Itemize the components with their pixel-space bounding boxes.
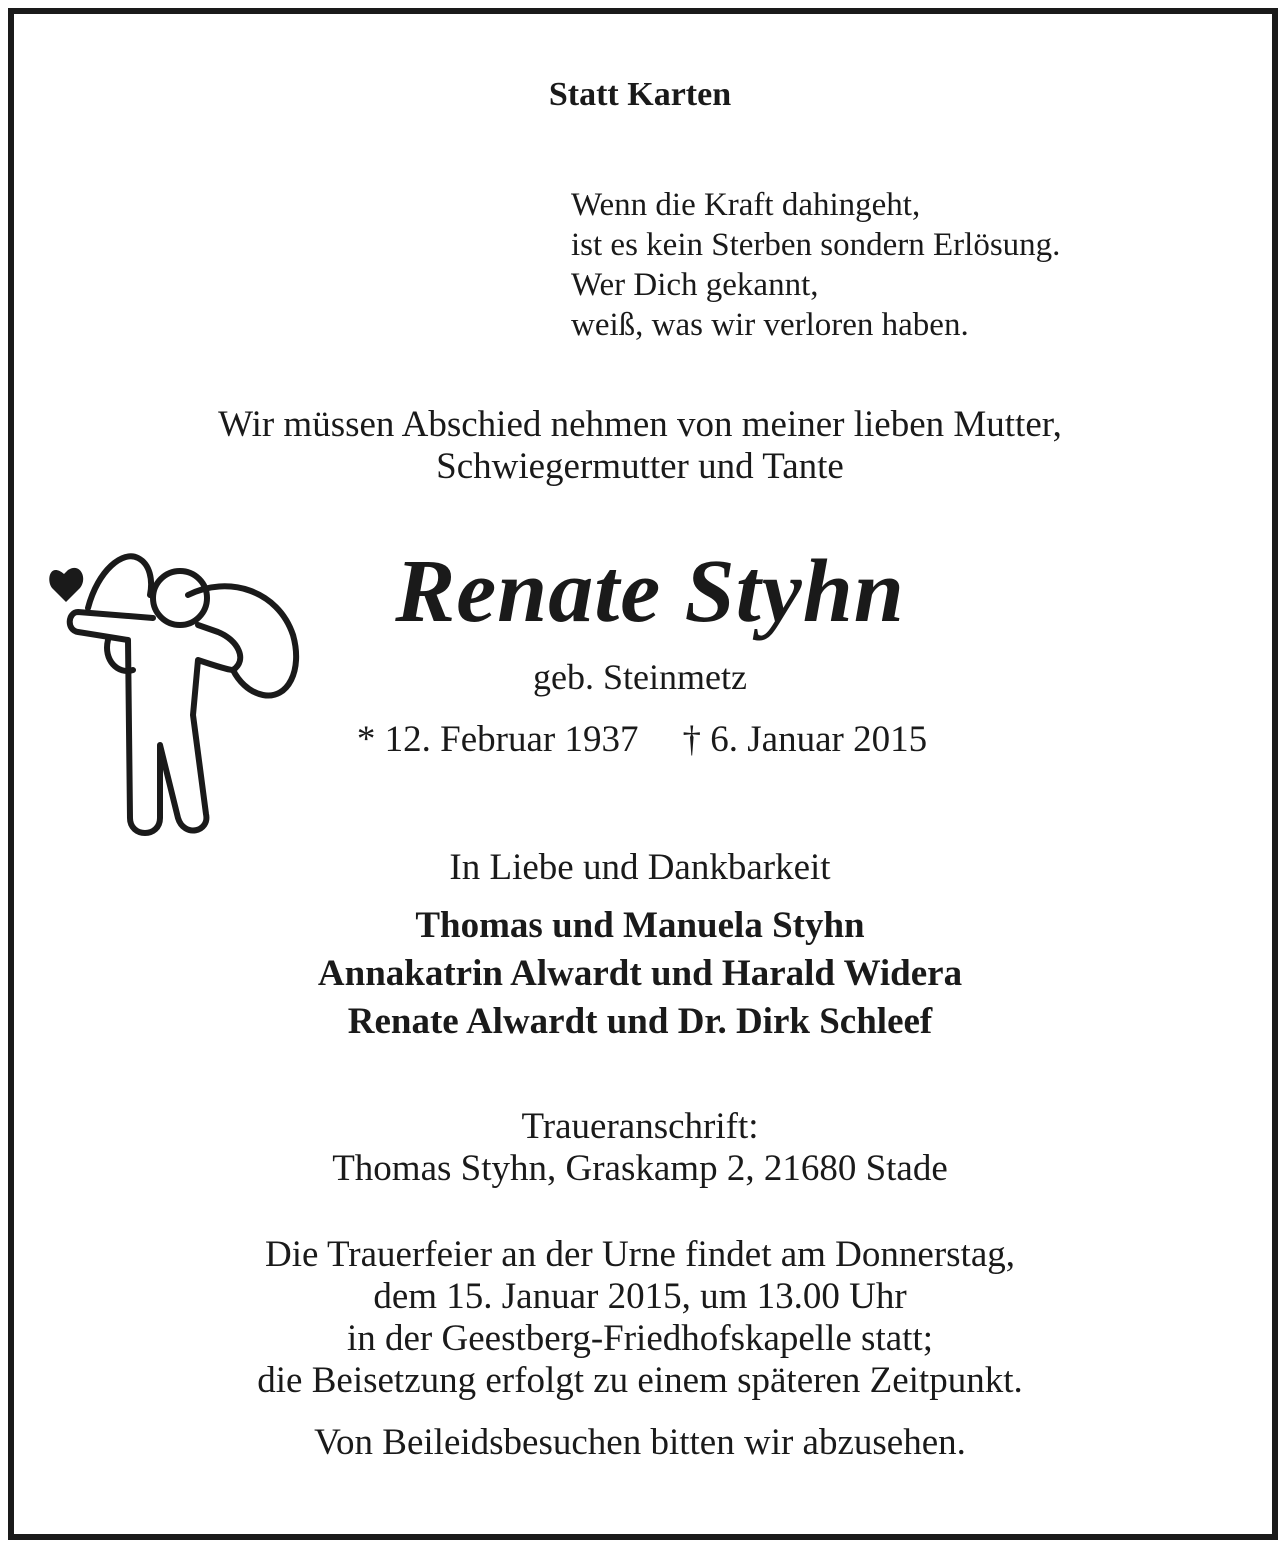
- service-line: in der Geestberg-Friedhofskapelle statt;: [346, 1318, 933, 1359]
- service-line: die Beisetzung erfolgt zu einem späteren Zeitpunkt.: [257, 1360, 1023, 1401]
- family-member: Thomas und Manuela Styhn: [415, 905, 865, 946]
- address-label: Traueranschrift:: [521, 1106, 759, 1147]
- closing-note: Von Beileidsbesuchen bitten wir abzusehen.: [314, 1422, 966, 1463]
- mourning-address: [0, 1106, 1280, 1190]
- maiden-name: geb. Steinmetz: [533, 657, 747, 697]
- family-list: [0, 902, 1280, 1046]
- service-line: dem 15. Januar 2015, um 13.00 Uhr: [373, 1276, 907, 1317]
- poem-line: weiß, was wir verloren haben.: [571, 307, 969, 343]
- family-member: Renate Alwardt und Dr. Dirk Schleef: [347, 1001, 933, 1042]
- poem-line: Wenn die Kraft dahingeht,: [571, 187, 921, 223]
- poem-line: Wer Dich gekannt,: [571, 267, 819, 303]
- dedication: In Liebe und Dankbarkeit: [449, 847, 831, 888]
- intro-line: Schwiegermutter und Tante: [436, 446, 844, 487]
- death-date: † 6. Januar 2015: [682, 719, 928, 760]
- service-info: [0, 1234, 1280, 1402]
- intro-line: Wir müssen Abschied nehmen von meiner lieben Mutter,: [218, 404, 1062, 445]
- life-dates: [2, 718, 1280, 761]
- deceased-name: Renate Styhn: [395, 542, 905, 641]
- poem: [571, 185, 1060, 345]
- family-member: Annakatrin Alwardt und Harald Widera: [317, 953, 963, 994]
- header-title: Statt Karten: [548, 76, 732, 113]
- address-value: Thomas Styhn, Graskamp 2, 21680 Stade: [332, 1148, 948, 1189]
- intro-text: [0, 404, 1280, 488]
- birth-date: * 12. Februar 1937: [356, 719, 639, 760]
- service-line: Die Trauerfeier an der Urne findet am Donnerstag,: [264, 1234, 1015, 1275]
- poem-line: ist es kein Sterben sondern Erlösung.: [571, 227, 1061, 263]
